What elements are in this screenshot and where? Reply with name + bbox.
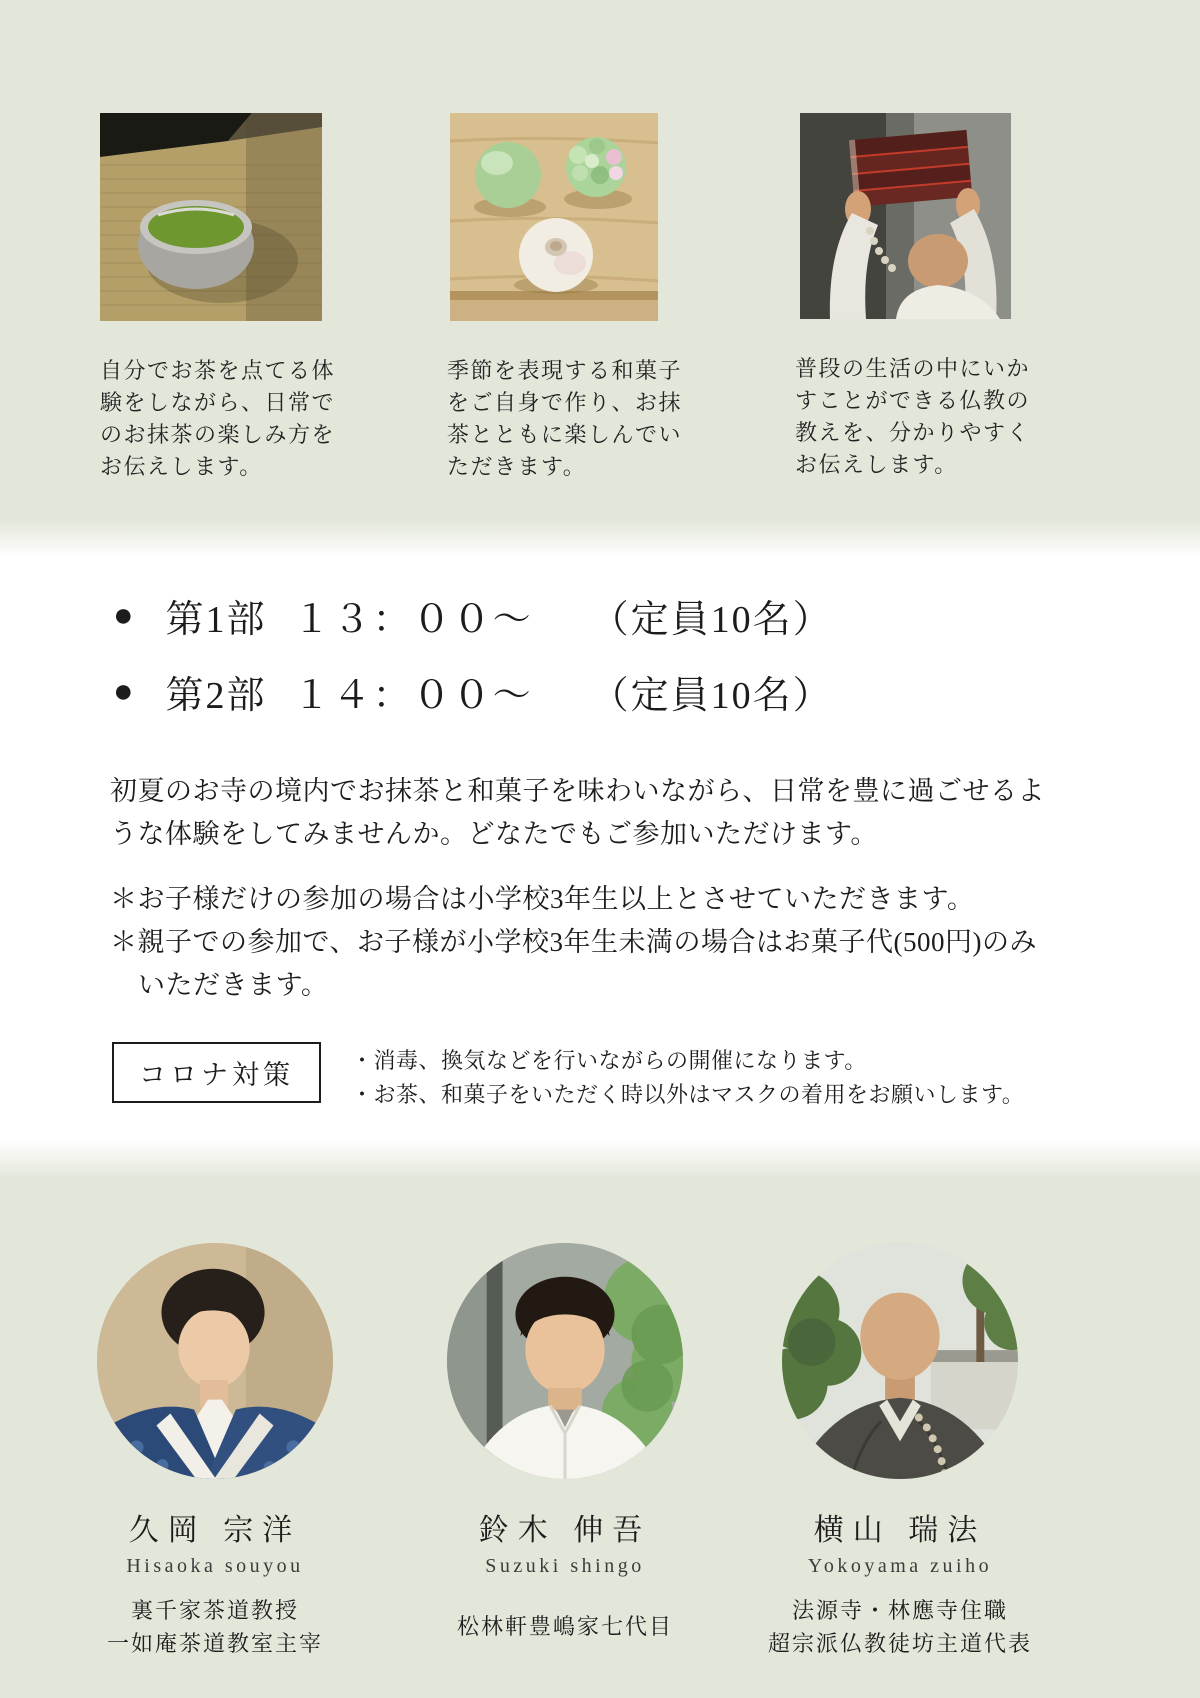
- feature-buddhism: [795, 113, 1037, 481]
- kinton-wagashi: [566, 137, 626, 197]
- note-parent-child: ＊親子での参加で、お子様が小学校3年生未満の場合はお菓子代(500円)のみいただきます。: [110, 927, 1037, 1000]
- portrait-yokoyama: [782, 1243, 1018, 1479]
- instructor-titles: [730, 1594, 1070, 1660]
- instructor-name: 久岡 宗洋: [128, 1514, 302, 1547]
- portrait-hisaoka: [97, 1243, 333, 1479]
- feature-caption: 季節を表現する和菓子をご自身で作り、お抹茶とともに楽しんでいただきます。: [447, 358, 683, 479]
- session-capacity: （定員10名）: [590, 675, 833, 717]
- bullet-icon: ●: [113, 672, 136, 710]
- session-2: [113, 664, 833, 719]
- corona-label-box: コロナ対策: [112, 1042, 321, 1103]
- feature-wagashi: [447, 113, 689, 483]
- instructor-title: 松林軒豊嶋家七代目: [456, 1614, 673, 1639]
- instructor-suzuki: [395, 1243, 735, 1643]
- intro-paragraph: 初夏のお寺の境内でお抹茶と和菓子を味わいながら、日常を豊に過ごせるような体験をしてみませんか。どなたでもご参加いただけます。: [110, 776, 1045, 849]
- instructor-name: 鈴木 伸吾: [478, 1514, 652, 1547]
- instructors-section: [0, 1140, 1200, 1698]
- session-time: １４：００～: [292, 675, 533, 717]
- instructor-romaji: Suzuki shingo: [485, 1555, 645, 1577]
- instructor-title: 法源寺・林應寺住職: [791, 1598, 1008, 1623]
- session-time: １３：００～: [292, 599, 533, 641]
- instructor-name: 横山 瑞法: [813, 1514, 987, 1547]
- instructor-title: 裏千家茶道教授: [130, 1598, 299, 1623]
- monk-robe-photo: [782, 1243, 1018, 1479]
- features-section: [0, 0, 1200, 558]
- portrait-suzuki: [447, 1243, 683, 1479]
- corona-measures: [112, 1042, 1024, 1112]
- corona-bullet: ・消毒、換気などを行いながらの開催になります。: [351, 1048, 867, 1073]
- woman-kimono-photo: [97, 1243, 333, 1479]
- bullet-icon: ●: [113, 596, 136, 634]
- instructor-titles: [45, 1594, 385, 1660]
- feature-tea: [100, 113, 342, 483]
- session-label: 第1部: [165, 599, 267, 641]
- instructor-title: 一如庵茶道教室主宰: [106, 1631, 323, 1656]
- white-wagashi: [519, 218, 593, 292]
- corona-bullet-list: [351, 1042, 1024, 1112]
- man-white-shirt-photo: [447, 1243, 683, 1479]
- session-1: [113, 588, 833, 643]
- instructor-romaji: Hisaoka souyou: [126, 1555, 304, 1577]
- session-capacity: （定員10名）: [590, 599, 833, 641]
- instructor-yokoyama: [730, 1243, 1070, 1660]
- instructor-title: 超宗派仏教徒坊主道代表: [767, 1631, 1032, 1656]
- feature-caption: 普段の生活の中にいかすことができる仏教の教えを、分かりやすくお伝えします。: [795, 356, 1031, 477]
- sutra-books-stack: [849, 130, 972, 207]
- wagashi-sweets-photo: [450, 113, 658, 321]
- instructor-titles: [395, 1610, 735, 1643]
- note-children: ＊お子様だけの参加の場合は小学校3年生以上とさせていただきます。: [110, 884, 975, 914]
- monk-sutra-books-photo: [800, 113, 1011, 319]
- matcha-tea-bowl-photo: [100, 113, 322, 321]
- corona-bullet: ・お茶、和菓子をいただく時以外はマスクの着用をお願いします。: [351, 1082, 1025, 1107]
- matcha-bowl: [138, 200, 254, 289]
- green-wagashi: [475, 142, 541, 208]
- notes-block: [110, 878, 1062, 1007]
- instructor-romaji: Yokoyama zuiho: [807, 1555, 993, 1577]
- feature-caption: 自分でお茶を点てる体験をしながら、日常でのお抹茶の楽しみ方をお伝えします。: [100, 358, 336, 479]
- session-label: 第2部: [165, 675, 267, 717]
- instructor-hisaoka: [45, 1243, 385, 1660]
